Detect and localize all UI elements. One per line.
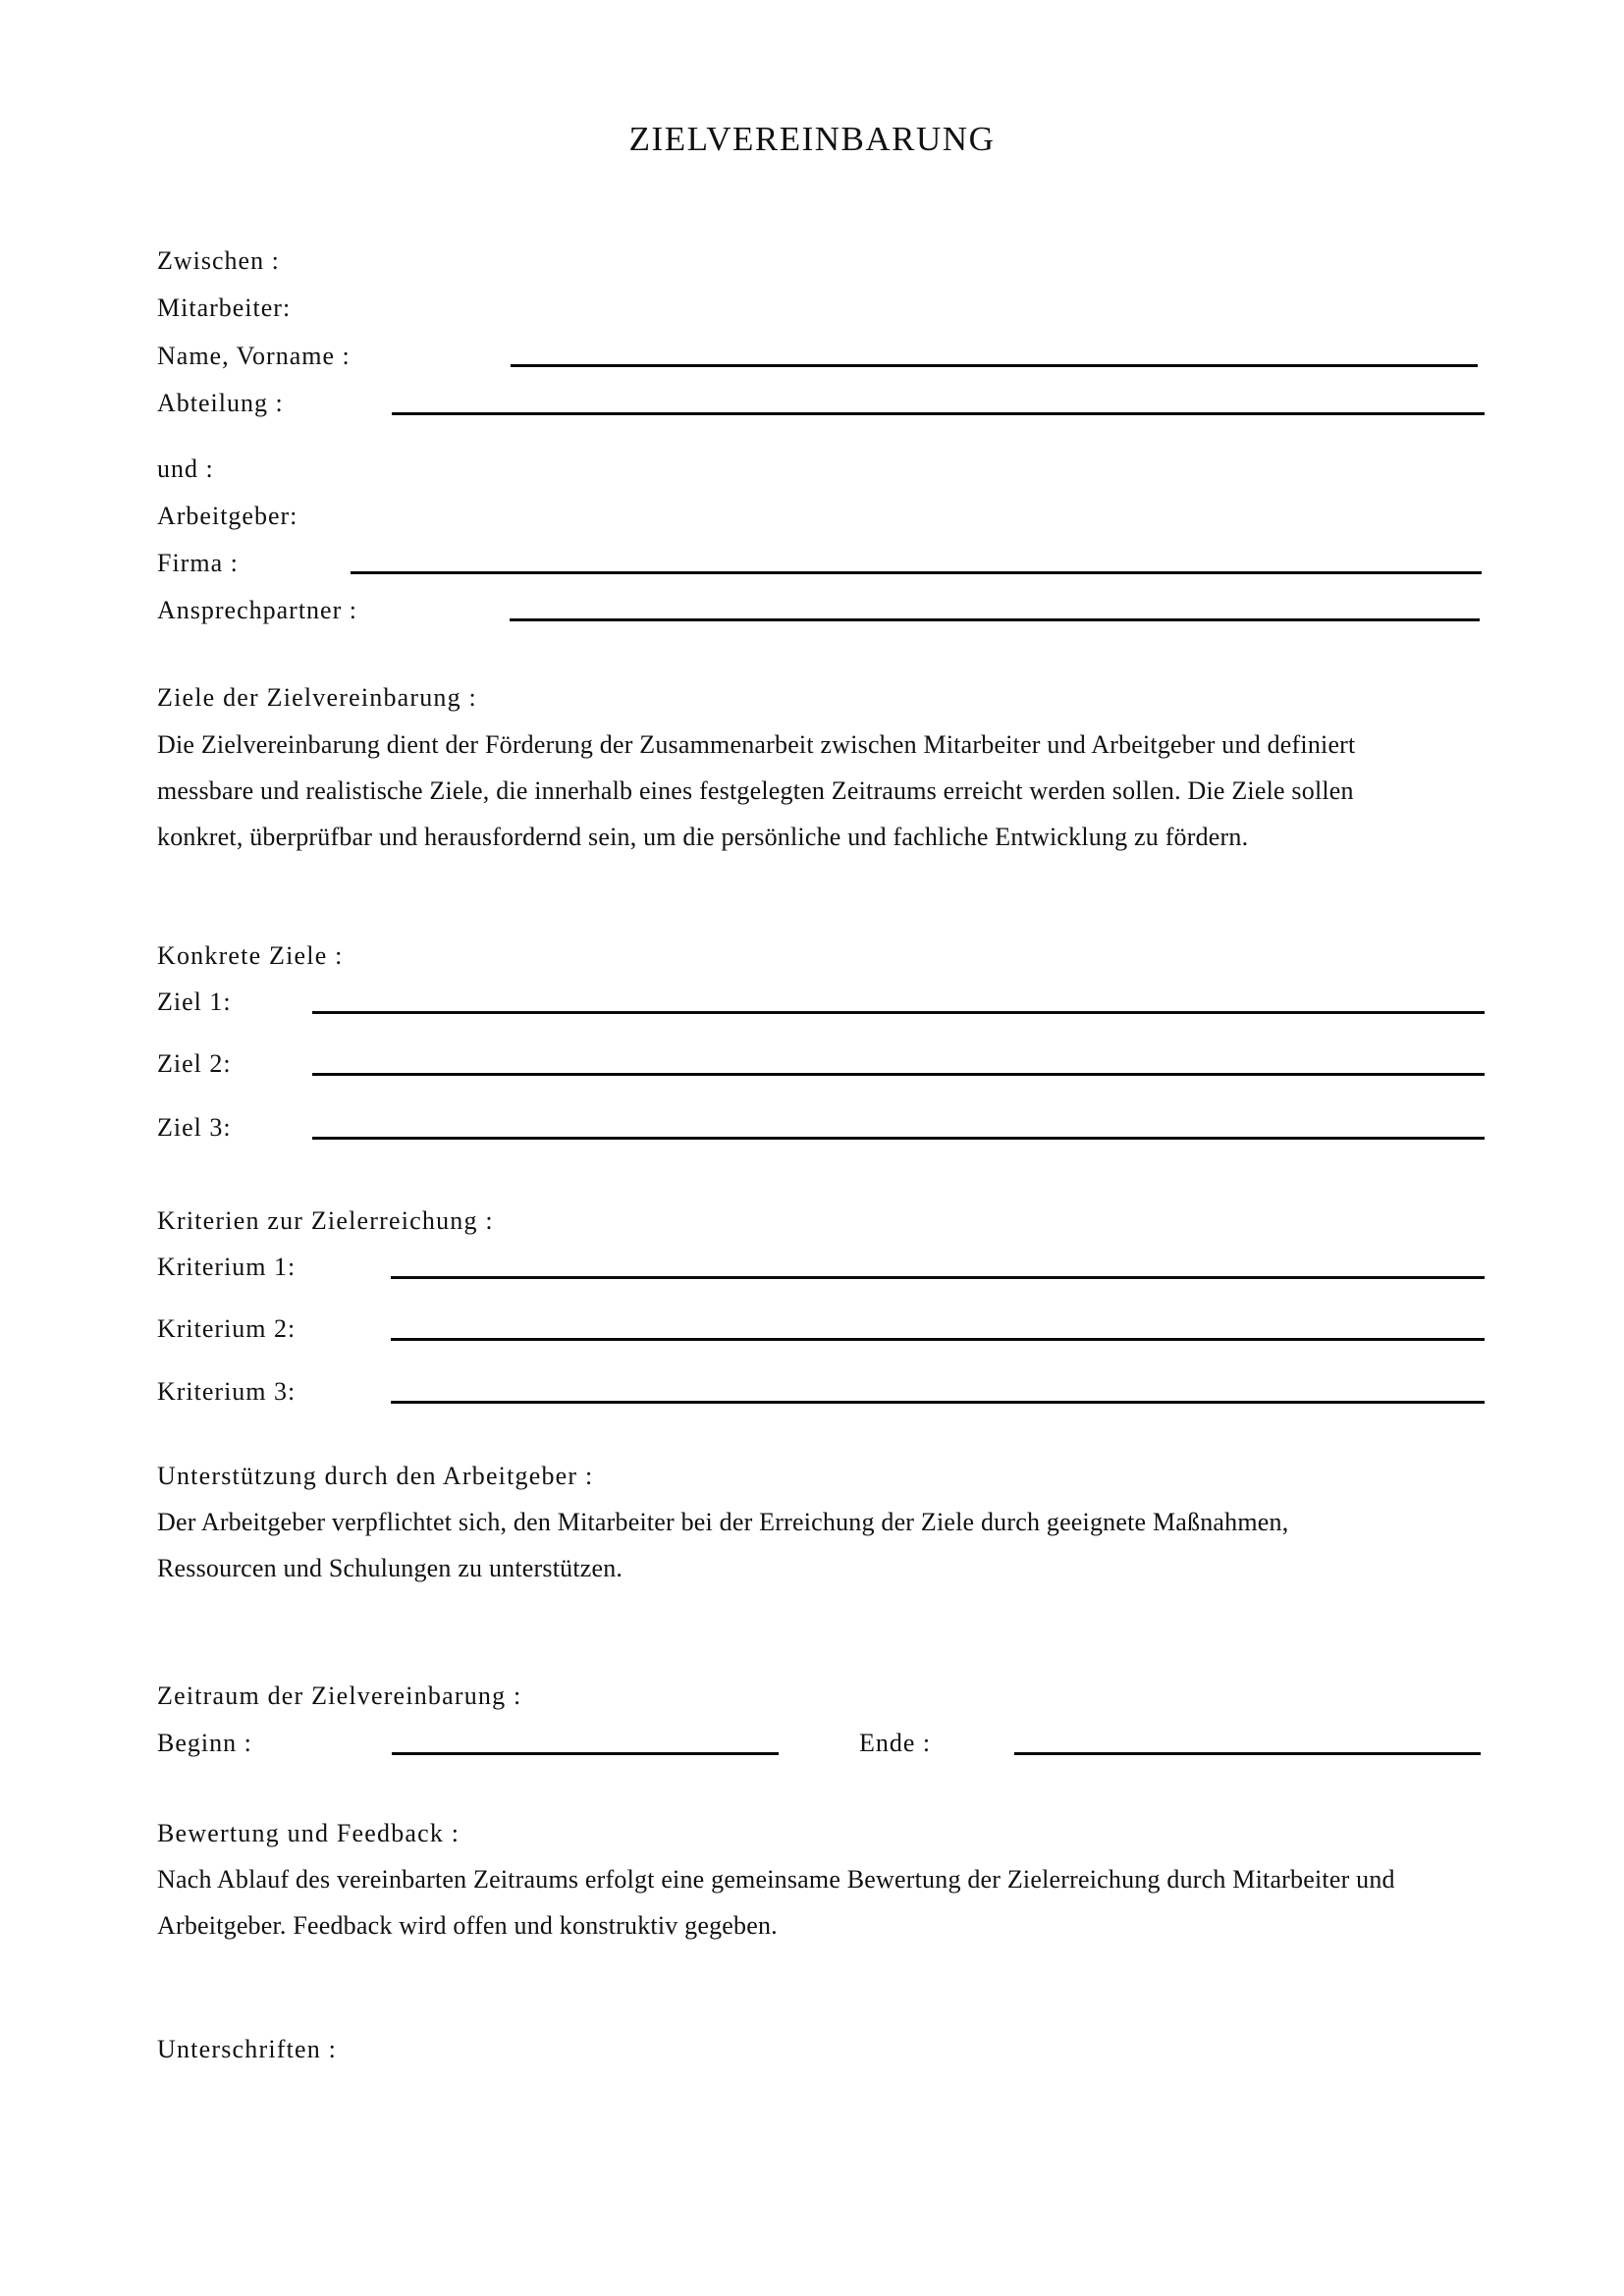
ziel-1-label: Ziel 1: (157, 988, 232, 1016)
firma-label: Firma : (157, 549, 239, 577)
ende-label: Ende : (859, 1729, 932, 1757)
ansprechpartner-label: Ansprechpartner : (157, 596, 357, 624)
und-label: und : (157, 454, 214, 483)
unterschriften-heading: Unterschriften : (157, 2035, 338, 2063)
bewertung-description-line: Arbeitgeber. Feedback wird offen und konstruktiv gegeben. (157, 1911, 778, 1940)
unterstuetzung-description-line: Der Arbeitgeber verpflichtet sich, den Mitarbeiter bei der Erreichung der Ziele durch geeignete Maßnahmen, (157, 1508, 1289, 1536)
zeitraum-heading: Zeitraum der Zielvereinbarung : (157, 1682, 522, 1710)
ziele-description-line: konkret, überprüfbar und herausfordernd sein, um die persönliche und fachliche Entwicklung zu fördern. (157, 823, 1249, 851)
bewertung-description-line: Nach Ablauf des vereinbarten Zeitraums erfolgt eine gemeinsame Bewertung der Zielerreichung durch Mitarbeiter und (157, 1865, 1395, 1894)
kriterium-3-field[interactable] (391, 1401, 1485, 1404)
ziel-3-label: Ziel 3: (157, 1113, 232, 1142)
ziel-2-field[interactable] (312, 1073, 1485, 1076)
unterstuetzung-description-line: Ressourcen und Schulungen zu unterstützen. (157, 1554, 623, 1582)
ziele-description-line: messbare und realistische Ziele, die innerhalb eines festgelegten Zeitraums erreicht werden sollen. Die Ziele sollen (157, 776, 1354, 805)
ziel-3-field[interactable] (312, 1137, 1485, 1140)
name-vorname-label: Name, Vorname : (157, 342, 351, 370)
ziel-1-field[interactable] (312, 1011, 1485, 1014)
page-title: ZIELVEREINBARUNG (628, 120, 996, 158)
ziele-description-line: Die Zielvereinbarung dient der Förderung der Zusammenarbeit zwischen Mitarbeiter und Arbeitgeber und definiert (157, 730, 1356, 759)
kriterium-1-field[interactable] (391, 1276, 1485, 1279)
abteilung-label: Abteilung : (157, 389, 284, 417)
beginn-field[interactable] (392, 1752, 779, 1755)
name-vorname-field[interactable] (511, 364, 1478, 367)
unterstuetzung-description (157, 1499, 1473, 1591)
kriterium-3-label: Kriterium 3: (157, 1377, 297, 1406)
ende-field[interactable] (1014, 1752, 1481, 1755)
bewertung-description (157, 1856, 1473, 1949)
kriterien-heading: Kriterien zur Zielerreichung : (157, 1206, 494, 1235)
bewertung-heading: Bewertung und Feedback : (157, 1819, 460, 1847)
konkrete-ziele-heading: Konkrete Ziele : (157, 941, 344, 970)
ziel-2-label: Ziel 2: (157, 1049, 232, 1078)
kriterium-1-label: Kriterium 1: (157, 1253, 297, 1281)
kriterium-2-label: Kriterium 2: (157, 1314, 297, 1343)
abteilung-field[interactable] (392, 412, 1485, 415)
beginn-label: Beginn : (157, 1729, 252, 1757)
firma-field[interactable] (351, 571, 1482, 574)
zwischen-label: Zwischen : (157, 246, 280, 275)
mitarbeiter-section-label: Mitarbeiter: (157, 294, 292, 322)
unterstuetzung-heading: Unterstützung durch den Arbeitgeber : (157, 1462, 594, 1490)
arbeitgeber-section-label: Arbeitgeber: (157, 502, 298, 530)
ansprechpartner-field[interactable] (510, 618, 1480, 621)
ziele-section-heading: Ziele der Zielvereinbarung : (157, 683, 477, 712)
kriterium-2-field[interactable] (391, 1338, 1485, 1341)
ziele-description (157, 721, 1473, 860)
